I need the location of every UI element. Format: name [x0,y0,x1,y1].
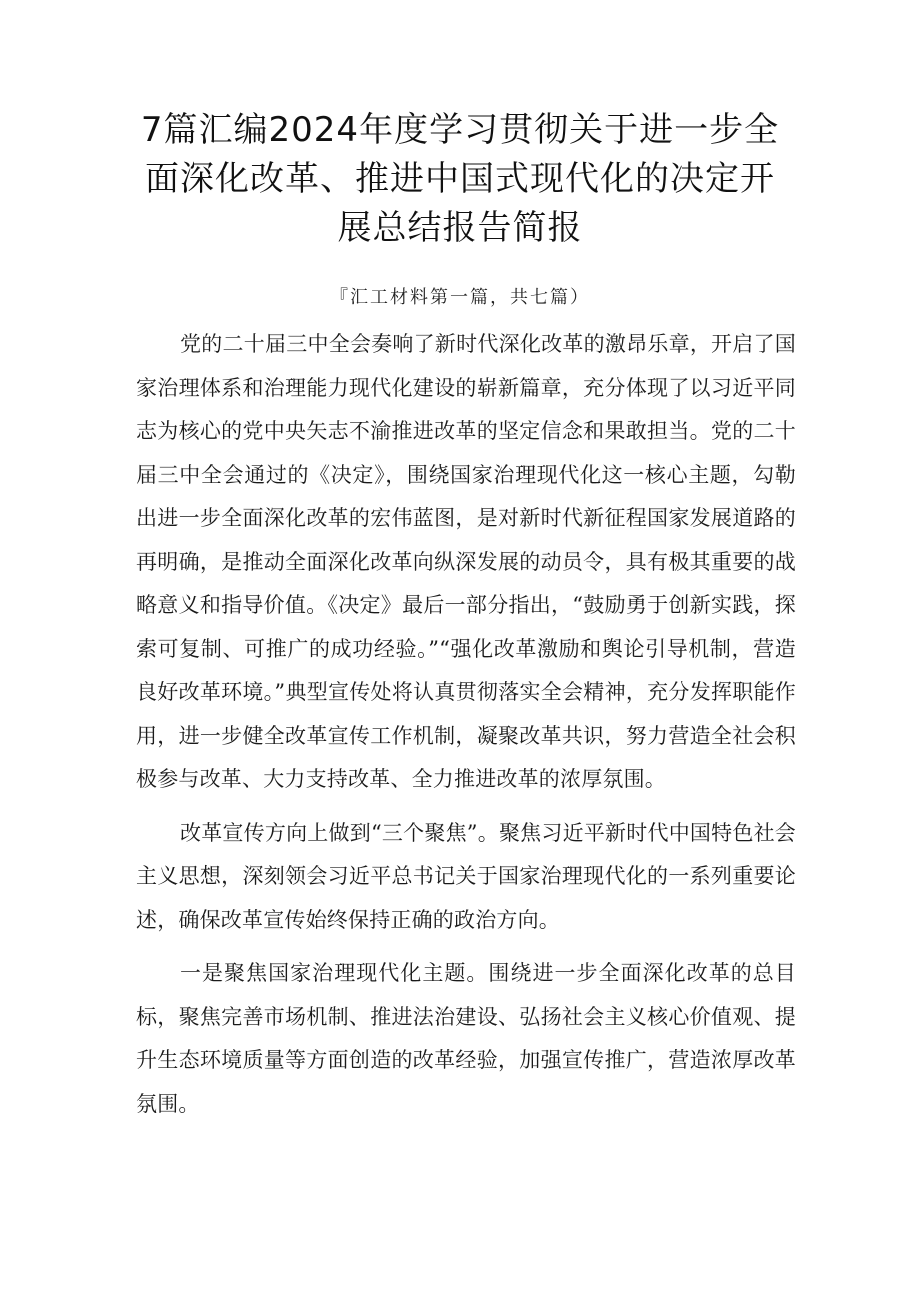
body-paragraph: 党的二十届三中全会奏响了新时代深化改革的激昂乐章，开启了国家治理体系和治理能力现代化建设的崭新篇章，充分体现了以习近平同志为核心的党中央矢志不渝推进改革的坚定信念和果敢担当。党的二十届三中全会通过的《决定》，围绕国家治理现代化这一核心主题，勾勒出进一步全面深化改革的宏伟蓝图，是对新时代新征程国家发展道路的再明确，是推动全面深化改革向纵深发展的动员令，具有极其重要的战略意义和指导价值。《决定》最后一部分指出，“鼓励勇于创新实践，探索可复制、可推广的成功经验。”“强化改革激励和舆论引导机制，营造良好改革环境。”典型宣传处将认真贯彻落实全会精神，充分发挥职能作用，进一步健全改革宣传工作机制，凝聚改革共识，努力营造全社会积极参与改革、大力支持改革、全力推进改革的浓厚氛围。 [136,332,796,791]
document-body [136,323,796,1136]
body-paragraph: 改革宣传方向上做到“三个聚焦”。聚焦习近平新时代中国特色社会主义思想，深刻领会习近平总书记关于国家治理现代化的一系列重要论述，确保改革宣传始终保持正确的政治方向。 [136,820,796,932]
body-paragraph: 一是聚焦国家治理现代化主题。围绕进一步全面深化改革的总目标，聚焦完善市场机制、推进法治建设、弘扬社会主义核心价值观、提升生态环境质量等方面创造的改革经验，加强宣传推广，营造浓厚改革氛围。 [136,961,796,1116]
document-title: 7篇汇编2024年度学习贯彻关于进一步全面深化改革、推进中国式现代化的决定开展总结报告简报 [140,110,780,248]
document-subtitle: 『汇工材料第一篇，共七篇） [330,287,590,308]
